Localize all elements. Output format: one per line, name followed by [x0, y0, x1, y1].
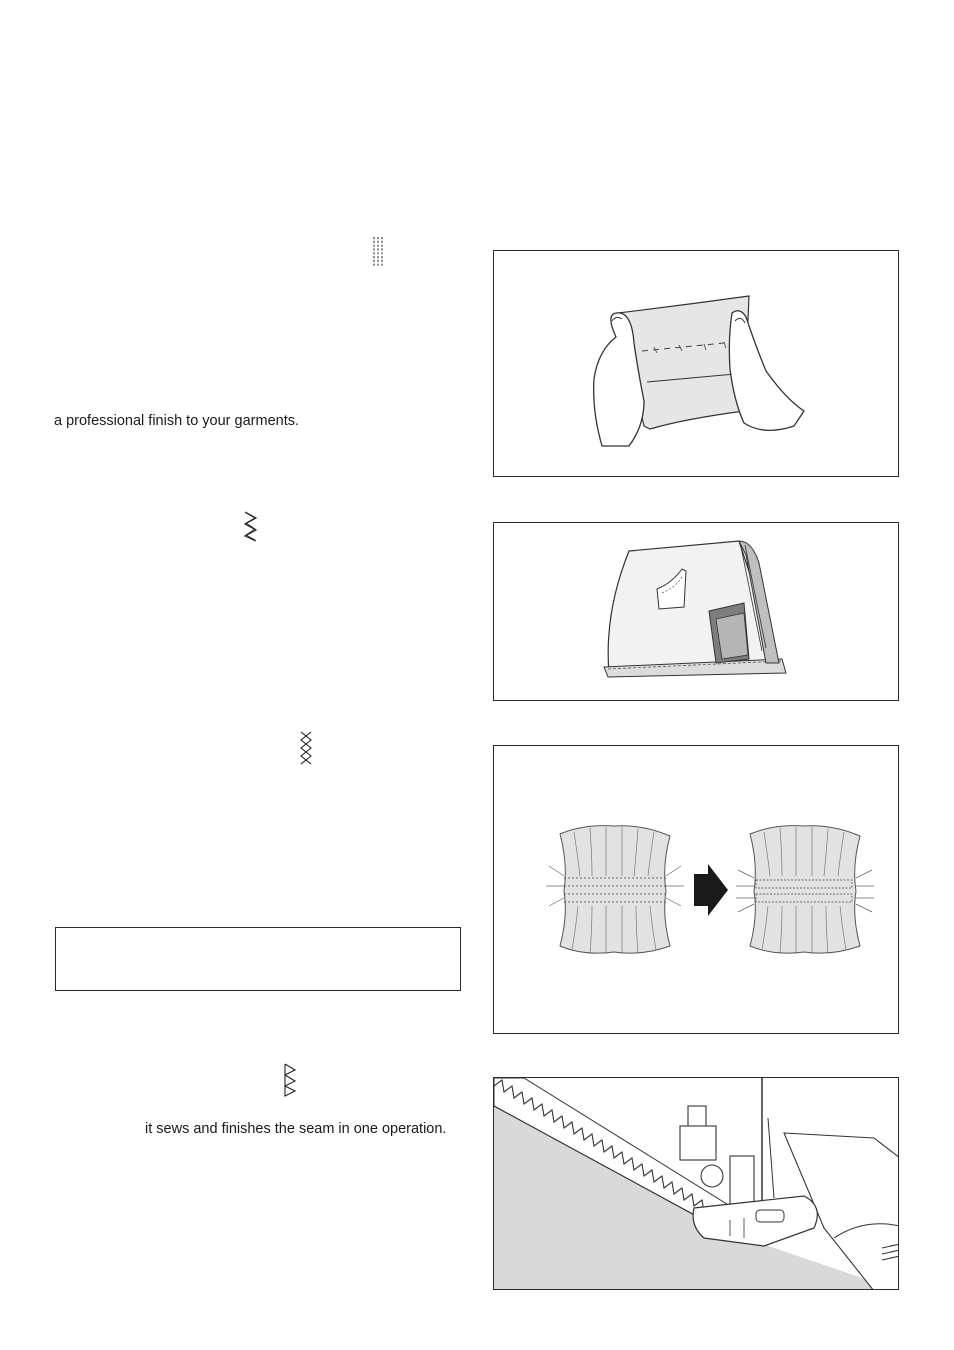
- arrow-right-icon: [694, 864, 728, 916]
- presser-foot-overcast-figure: [493, 1077, 899, 1290]
- smocking-before-after-figure: [493, 745, 899, 1034]
- triple-straight-stitch-icon: [372, 236, 384, 268]
- folded-garment-figure: [493, 522, 899, 701]
- smocking-after: [736, 826, 874, 954]
- overcasting-stitch-icon: [282, 1063, 298, 1097]
- hands-stretching-seam-figure: [493, 250, 899, 477]
- body-text-professional-finish: a professional finish to your garments.: [54, 413, 300, 429]
- elastic-smocking-stitch-icon: [298, 731, 314, 765]
- smocking-before: [546, 826, 684, 954]
- body-text-overcasting: it sews and finishes the seam in one operation.: [145, 1121, 447, 1137]
- note-box: [55, 927, 461, 991]
- triple-zigzag-stitch-icon: [243, 510, 259, 542]
